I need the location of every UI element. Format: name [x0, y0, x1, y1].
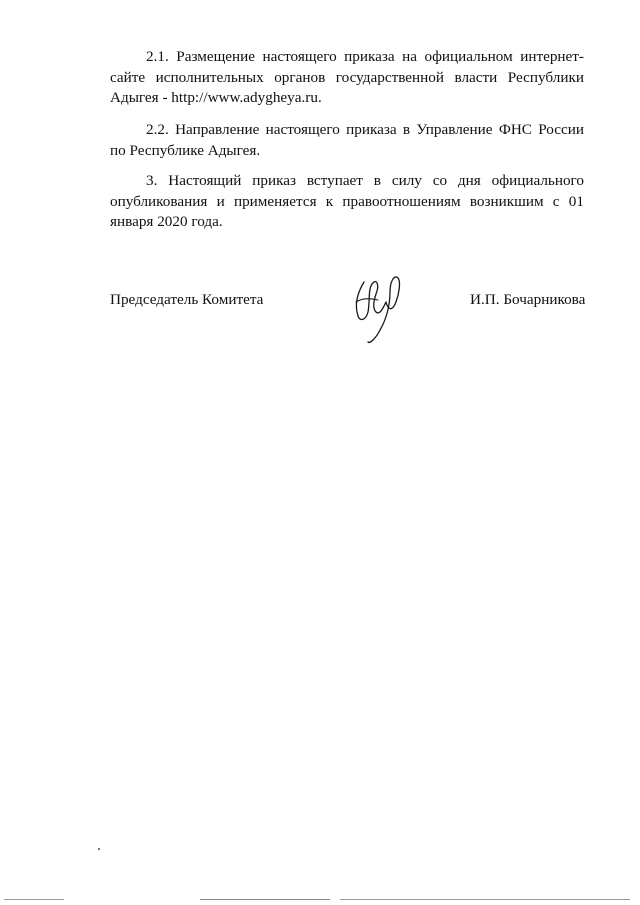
scan-line-right — [340, 899, 630, 900]
scan-dot — [98, 848, 100, 850]
paragraph-3: 3. Настоящий приказ вступает в силу со дня официального опубликования и применяется к правоотношениям возникшим с 01 января 2020 года. — [110, 172, 584, 230]
signatory-title: Председатель Комитета — [110, 291, 264, 308]
paragraph-2-2: 2.2. Направление настоящего приказа в Управление ФНС России по Республике Адыгея. — [110, 121, 584, 159]
paragraph-2-1: 2.1. Размещение настоящего приказа на официальном интернет-сайте исполнительных органов государственной власти Республики Адыгея - http://www.adygheya.ru. — [110, 48, 584, 106]
handwritten-signature — [346, 272, 410, 348]
signatory-name: И.П. Бочарникова — [470, 291, 586, 308]
scan-line-center — [200, 899, 330, 900]
scan-line-left — [4, 899, 64, 900]
